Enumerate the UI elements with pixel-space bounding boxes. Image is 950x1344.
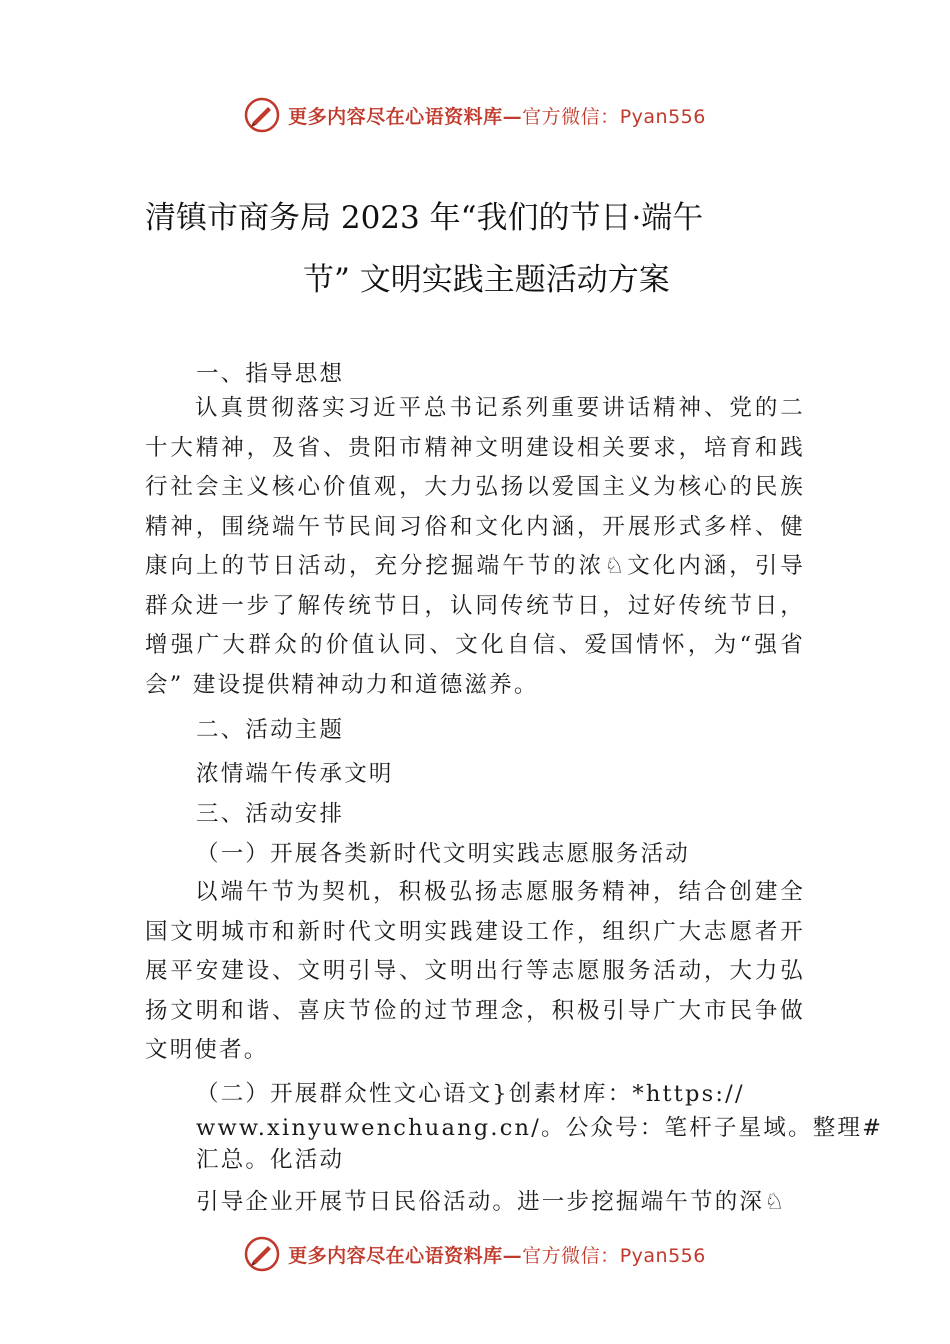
subheading-mass-culture-line3: 汇总。化活动 bbox=[196, 1147, 345, 1173]
document-title-line1: 清镇市商务局 2023 年“我们的节日·端午 bbox=[145, 200, 704, 236]
subheading-volunteer-activities: （一）开展各类新时代文明实践志愿服务活动 bbox=[196, 841, 691, 867]
banner-text: 更多内容尽在心语资料库—官方微信：Pyan556 bbox=[288, 1244, 706, 1267]
paragraph-volunteer-activities: 以端午节为契机，积极弘扬志愿服务精神，结合创建全国文明城市和新时代文明实践建设工作，组织广大志愿者开展平安建设、文明引导、文明出行等志愿服务活动，大力弘扬文明和谐、喜庆节俭的过节理念，积极引导广大市民争做文明使者。 bbox=[145, 879, 805, 1063]
document-title-line2: 节” 文明实践主题活动方案 bbox=[303, 262, 670, 298]
paragraph-folk-activities: 引导企业开展节日民俗活动。进一步挖掘端午节的深♘ bbox=[196, 1189, 787, 1215]
pen-logo-icon bbox=[244, 1236, 280, 1272]
activity-theme-text: 浓情端午传承文明 bbox=[196, 761, 394, 787]
pen-logo-icon bbox=[244, 97, 280, 133]
banner-text: 更多内容尽在心语资料库—官方微信：Pyan556 bbox=[288, 105, 706, 128]
footer-banner bbox=[0, 1234, 950, 1274]
subheading-mass-culture-line2: www.xinyuwenchuang.cn/。公众号：笔杆子星域。整理# bbox=[196, 1115, 884, 1141]
heading-activity-arrangement: 三、活动安排 bbox=[196, 801, 345, 827]
heading-activity-theme: 二、活动主题 bbox=[196, 717, 345, 743]
subheading-mass-culture-line1: （二）开展群众性文心语文}创素材库：*https:// bbox=[196, 1081, 745, 1107]
header-banner bbox=[0, 95, 950, 135]
paragraph-guiding-ideology: 认真贯彻落实习近平总书记系列重要讲话精神、党的二十大精神，及省、贵阳市精神文明建设相关要求，培育和践行社会主义核心价值观，大力弘扬以爱国主义为核心的民族精神，围绕端午节民间习俗和文化内涵，开展形式多样、健康向上的节日活动，充分挖掘端午节的浓♘文化内涵，引导群众进一步了解传统节日，认同传统节日，过好传统节日， 增强广大群众的价值认同、文化自信、爱国情怀，为“强省会” 建设提供精神动力和道德滋养。 bbox=[145, 395, 805, 698]
heading-guiding-ideology: 一、指导思想 bbox=[196, 361, 345, 387]
